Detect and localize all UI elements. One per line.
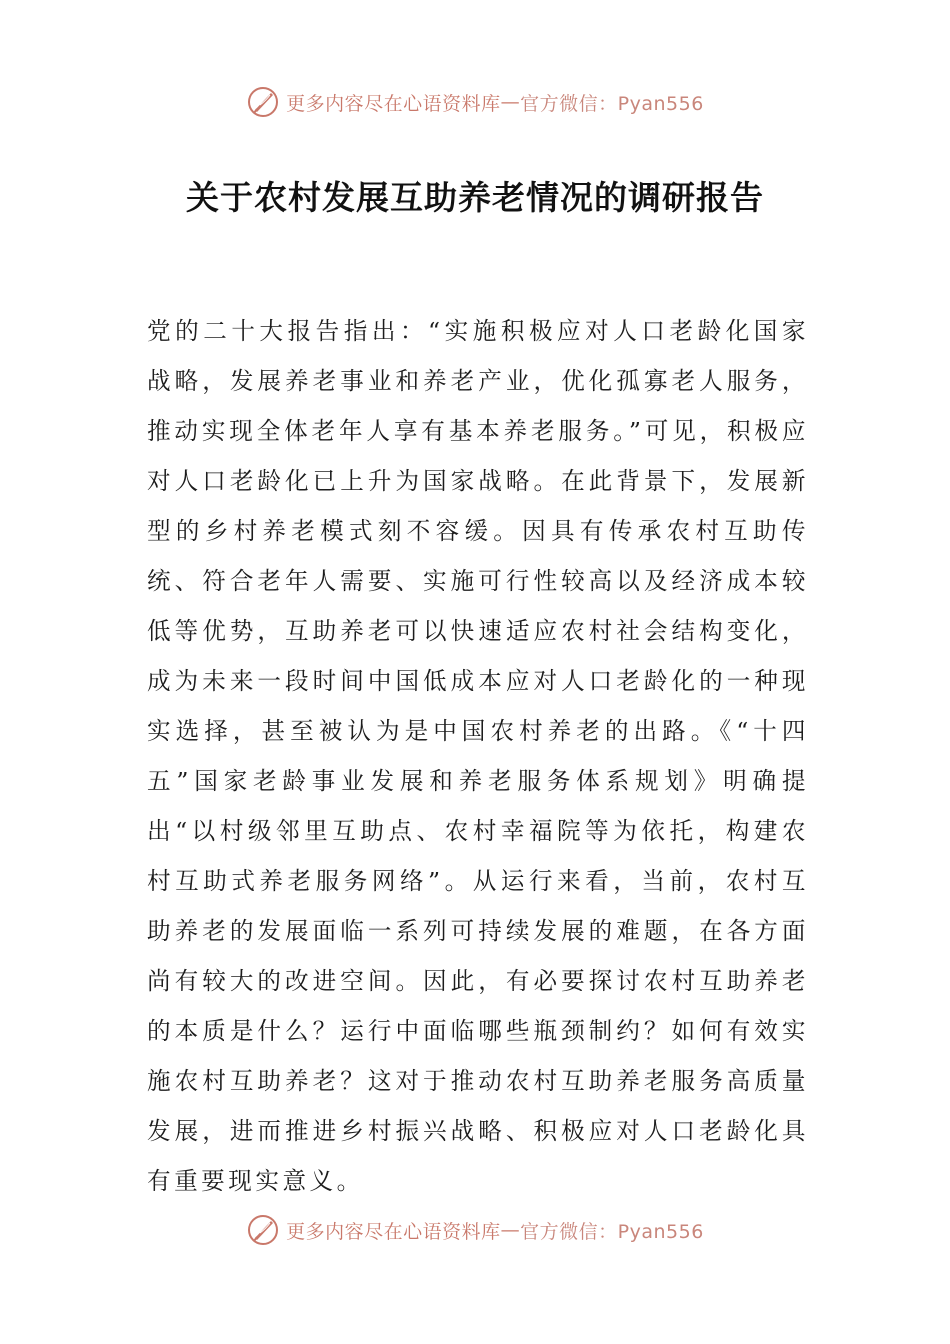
quill-pen-logo-icon: [246, 85, 280, 119]
quill-pen-logo-icon: [246, 1213, 280, 1247]
watermark-contact-text: 官方微信：Pyan556: [520, 1220, 704, 1243]
watermark-contact-text: 官方微信：Pyan556: [520, 92, 704, 115]
footer-watermark: [0, 1210, 950, 1250]
body-paragraph: 党的二十大报告指出：“实施积极应对人口老龄化国家战略，发展养老事业和养老产业，优化孤寡老人服务，推动实现全体老年人享有基本养老服务。”可见，积极应对人口老龄化已上升为国家战略。在此背景下，发展新型的乡村养老模式刻不容缓。因具有传承农村互助传统、符合老年人需要、实施可行性较高以及经济成本较低等优势，互助养老可以快速适应农村社会结构变化，成为未来一段时间中国低成本应对人口老龄化的一种现实选择，甚至被认为是中国农村养老的出路。《“十四五”国家老龄事业发展和养老服务体系规划》明确提出“以村级邻里互助点、农村幸福院等为依托，构建农村互助式养老服务网络”。从运行来看，当前，农村互助养老的发展面临一系列可持续发展的难题，在各方面尚有较大的改进空间。因此，有必要探讨农村互助养老的本质是什么？运行中面临哪些瓶颈制约？如何有效实施农村互助养老？这对于推动农村互助养老服务高质量发展，进而推进乡村振兴战略、积极应对人口老龄化具有重要现实意义。: [147, 317, 809, 1195]
watermark-dash: —: [500, 1219, 521, 1241]
watermark-main-text: 更多内容尽在心语资料库: [286, 92, 501, 115]
document-title: 关于农村发展互助养老情况的调研报告: [186, 178, 764, 217]
header-watermark: [0, 82, 950, 122]
watermark-main-text: 更多内容尽在心语资料库: [286, 1220, 501, 1243]
watermark-dash: —: [500, 91, 521, 113]
